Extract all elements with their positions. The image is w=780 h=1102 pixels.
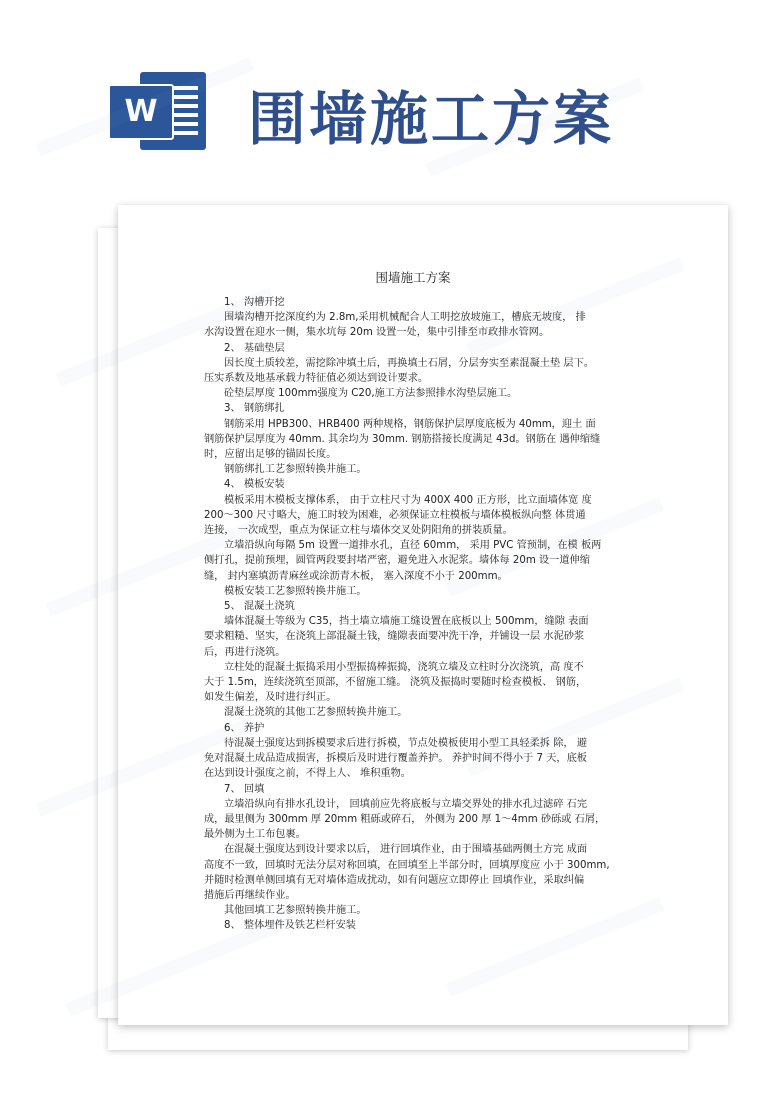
section-heading: 7、 回填 [224, 783, 265, 795]
banner-header [0, 0, 780, 200]
document-body [200, 270, 612, 934]
paragraph-line: 其他回填工艺参照转换井施工。 [224, 905, 367, 917]
section-heading: 8、 整体埋件及铁艺栏杆安装 [224, 920, 356, 932]
paragraph-line: 钢筋采用 HPB300、HRB400 两种规格，钢筋保护层厚度底板为 40mm，迎土 面 [224, 418, 596, 430]
section-heading: 5、 混凝土浇筑 [224, 601, 295, 613]
paragraph-line: 钢筋绑扎工艺参照转换井施工。 [224, 464, 367, 476]
paragraph-line: 水沟设置在迎水一侧，集水坑每 20m 设置一处，集中引排至市政排水管网。 [204, 327, 550, 339]
paragraph-line: 200～300 尺寸略大，施工时较为困难，必须保证立柱模板与墙体模板纵向整 体贯通 [204, 509, 586, 521]
document-lines [200, 295, 612, 934]
paragraph-line: 墙体混凝土等级为 C35，挡土墙立墙施工缝设置在底板以上 500mm，缝隙 表面 [224, 616, 589, 628]
section-heading: 2、 基础垫层 [224, 342, 285, 354]
word-logo-letter: W [124, 94, 158, 129]
word-logo-badge [108, 84, 174, 140]
word-logo-icon [108, 68, 208, 152]
paragraph-line: 时，应留出足够的锚固长度。 [204, 449, 337, 461]
paragraph-line: 钢筋保护层厚度为 40mm. 其余均为 30mm. 钢筋搭接长度满足 43d。钢筋在 遇伸缩缝 [204, 433, 601, 445]
paragraph-line: 模板采用木模板支撑体系， 由于立柱尺寸为 400X 400 正方形，比立面墙体宽 度 [224, 494, 592, 506]
paragraph-line: 成，最里侧为 300mm 厚 20mm 粗砾或碎石， 外侧为 200 厚 1～4mm 砂砾或 石屑， [204, 813, 606, 825]
paragraph-line: 后，再进行浇筑。 [204, 646, 286, 658]
paragraph-line: 因长度土质较差，需挖除冲填土后，再换填土石屑，分层夯实至素混凝土垫 层下。 [224, 357, 594, 369]
paragraph-line: 侧打孔，提前预埋，圆管两段要封堵严密，避免进入水泥浆。墙体每 20m 设一道伸缩 [204, 555, 590, 567]
paragraph-line: 措施后再继续作业。 [204, 889, 296, 901]
paragraph-line: 免对混凝土成品造成损害，拆模后及时进行覆盖养护。 养护时间不得小于 7 天，底板 [204, 753, 587, 765]
paragraph-line: 大于 1.5m，连续浇筑至顶部，不留施工缝。 浇筑及振捣时要随时检查模板、 钢筋， [204, 677, 587, 689]
paragraph-line: 混凝土浇筑的其他工艺参照转换井施工。 [224, 707, 408, 719]
paragraph-line: 立柱处的混凝土振捣采用小型振捣棒振捣，浇筑立墙及立柱时分次浇筑，高 度不 [224, 661, 584, 673]
section-heading: 1、 沟槽开挖 [224, 297, 285, 308]
paragraph-line: 要求粗糙、坚实，在浇筑上部混凝土钱，缝隙表面要冲洗干净，并铺设一层 水泥砂浆 [204, 631, 585, 643]
section-heading: 6、 养护 [224, 722, 265, 734]
banner-title: 围墙施工方案 [248, 85, 615, 153]
paragraph-line: 最外侧为土工布包裹。 [204, 829, 306, 841]
paragraph-line: 模板安装工艺参照转换井施工。 [224, 585, 367, 597]
document-title: 围墙施工方案 [375, 270, 451, 285]
paragraph-line: 高度不一致，回填时无法分层对称回填，在回填至上半部分时，回填厚度应 小于 300mm, [204, 859, 610, 871]
paragraph-line: 立墙沿纵向有排水孔设计， 回填前应先将底板与立墙交界处的排水孔过滤碎 石完 [224, 798, 588, 810]
paragraph-line: 如发生偏差，及时进行纠正。 [204, 692, 337, 704]
paragraph-line: 在混凝土强度达到设计要求以后， 进行回填作业，由于围墙基础两侧土方完 成面 [224, 844, 588, 856]
section-heading: 4、 模板安装 [224, 479, 285, 491]
paragraph-line: 连接， 一次成型，重点为保证立柱与墙体交叉处阴阳角的拼装质量。 [204, 525, 513, 537]
paragraph-line: 待混凝土强度达到拆模要求后进行拆模，节点处模板使用小型工具轻柔拆 除， 避 [224, 737, 588, 749]
paragraph-line: 缝， 封内塞填沥青麻丝或涂沥青木板， 塞入深度不小于 200mm。 [204, 570, 508, 582]
paragraph-line: 在达到设计强度之前，不得上人、 堆积重物。 [204, 768, 411, 780]
paragraph-line: 并随时检测单侧回填有无对墙体造成扰动，如有问题应立即停止 回填作业，采取纠偏 [204, 874, 585, 886]
paragraph-line: 砼垫层厚度 100mm强度为 C20,施工方法参照排水沟垫层施工。 [224, 388, 518, 400]
section-heading: 3、 钢筋绑扎 [224, 403, 285, 415]
paragraph-line: 立墙沿纵向每隔 5m 设置一道排水孔，直径 60mm， 采用 PVC 管预制，在模 板两 [224, 540, 602, 552]
paragraph-line: 围墙沟槽开挖深度约为 2.8m,采用机械配合人工明挖放坡施工，槽底无坡度， 排 [224, 312, 586, 324]
paragraph-line: 压实系数及地基承载力特征值必须达到设计要求。 [204, 373, 429, 385]
